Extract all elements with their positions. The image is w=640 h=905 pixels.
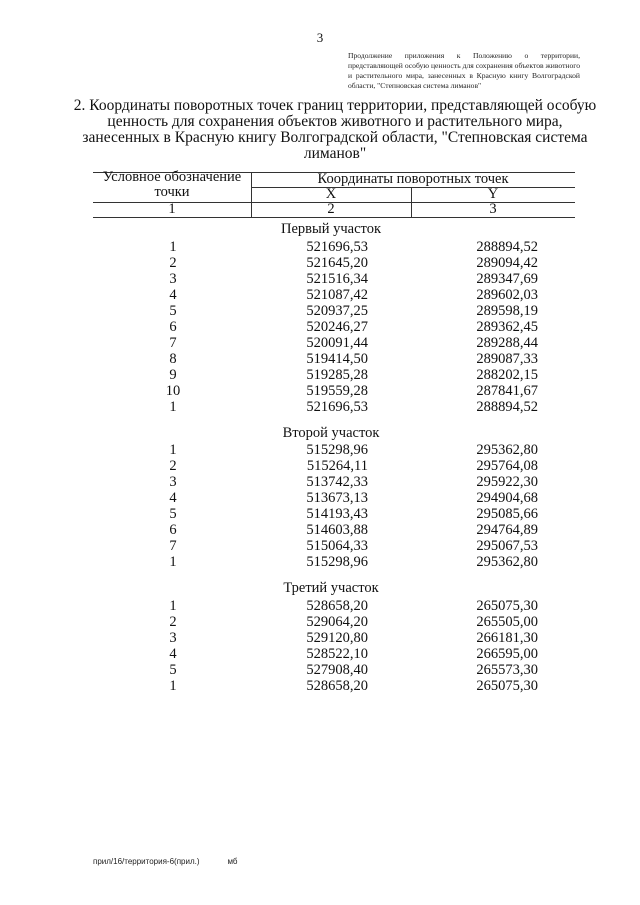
point-number: 10 [165, 382, 181, 399]
point-number: 4 [169, 646, 177, 663]
x-value: 521696,53 [306, 398, 368, 415]
y-value: 266595,00 [476, 646, 538, 663]
table-row [93, 678, 575, 696]
x-value: 515298,96 [306, 554, 368, 571]
footer-mark: мб [227, 857, 238, 866]
point-number: 2 [169, 614, 177, 631]
y-value: 289362,45 [476, 318, 538, 335]
header-note: Продолжение приложения к Положению о территории, представляющей особую ценность для сохранения объектов животного и растительного мира, занесенных в Красную книгу Волгоградской области, "Степновская система лиманов" [348, 51, 580, 90]
point-number: 4 [169, 286, 177, 303]
x-value: 520091,44 [306, 334, 368, 351]
x-value: 515264,11 [306, 458, 368, 475]
y-value: 265505,00 [476, 614, 538, 631]
x-value: 527908,40 [306, 662, 368, 679]
y-value: 265573,30 [476, 662, 538, 679]
y-value: 288894,52 [476, 398, 538, 415]
y-value: 294904,68 [476, 490, 538, 507]
page-number: 3 [316, 30, 324, 45]
y-value: 289288,44 [476, 334, 538, 351]
y-value: 289602,03 [476, 286, 538, 303]
x-value: 528658,20 [306, 678, 368, 695]
table-row [93, 399, 575, 417]
col-number-3: 3 [489, 201, 497, 217]
x-value: 514193,43 [306, 506, 368, 523]
x-value: 519285,28 [306, 366, 368, 383]
point-number: 1 [169, 398, 177, 415]
point-number: 1 [169, 598, 177, 615]
coords-header: Координаты поворотных точек [317, 171, 509, 187]
y-value: 289598,19 [476, 302, 538, 319]
y-value: 287841,67 [476, 382, 538, 399]
x-value: 521087,42 [306, 286, 368, 303]
point-number: 1 [169, 238, 177, 255]
y-value: 295764,08 [476, 458, 538, 475]
y-value: 288894,52 [476, 238, 538, 255]
x-value: 528522,10 [306, 646, 368, 663]
footer [93, 857, 238, 866]
x-value: 513673,13 [306, 490, 368, 507]
point-number: 5 [169, 662, 177, 679]
col-number-1: 1 [168, 201, 176, 217]
point-number: 9 [169, 366, 177, 383]
y-value: 289087,33 [476, 350, 538, 367]
x-value: 521516,34 [306, 270, 368, 287]
y-value: 289094,42 [476, 254, 538, 271]
y-value: 295362,80 [476, 442, 538, 459]
x-value: 520937,25 [306, 302, 368, 319]
point-number: 8 [169, 350, 177, 367]
point-number: 6 [169, 318, 177, 335]
x-value: 521645,20 [306, 254, 368, 271]
x-value: 520246,27 [306, 318, 368, 335]
y-value: 295085,66 [476, 506, 538, 523]
point-number: 4 [169, 490, 177, 507]
point-number: 3 [169, 474, 177, 491]
section-title: Второй участок [282, 424, 380, 441]
point-number: 7 [169, 334, 177, 351]
point-number: 1 [169, 554, 177, 571]
x-value: 519559,28 [306, 382, 368, 399]
footer-code: прил/16/территория-6(прил.) [93, 857, 200, 866]
point-number: 5 [169, 302, 177, 319]
y-value: 288202,15 [476, 366, 538, 383]
point-number: 1 [169, 678, 177, 695]
x-value: 529120,80 [306, 630, 368, 647]
x-value: 528658,20 [306, 598, 368, 615]
x-value: 515064,33 [306, 538, 368, 555]
point-number: 2 [169, 254, 177, 271]
y-value: 295922,30 [476, 474, 538, 491]
x-header: X [325, 186, 337, 202]
x-value: 519414,50 [306, 350, 368, 367]
y-value: 266181,30 [476, 630, 538, 647]
section-title: Третий участок [283, 580, 379, 597]
x-value: 513742,33 [306, 474, 368, 491]
y-value: 295362,80 [476, 554, 538, 571]
y-value: 265075,30 [476, 678, 538, 695]
y-value: 265075,30 [476, 598, 538, 615]
y-value: 295067,53 [476, 538, 538, 555]
y-header: Y [487, 186, 499, 202]
x-value: 515298,96 [306, 442, 368, 459]
point-number: 3 [169, 270, 177, 287]
y-value: 289347,69 [476, 270, 538, 287]
point-number: 6 [169, 522, 177, 539]
point-number: 7 [169, 538, 177, 555]
col-point-header: Условное обозначение точки [102, 169, 242, 200]
point-number: 2 [169, 458, 177, 475]
table-row [93, 554, 575, 572]
point-number: 3 [169, 630, 177, 647]
x-value: 521696,53 [306, 238, 368, 255]
col-number-2: 2 [327, 201, 335, 217]
point-number: 5 [169, 506, 177, 523]
point-number: 1 [169, 442, 177, 459]
y-value: 294764,89 [476, 522, 538, 539]
x-value: 514603,88 [306, 522, 368, 539]
x-value: 529064,20 [306, 614, 368, 631]
document-title: 2. Координаты поворотных точек границ территории, представляющей особую ценность для сохранения объектов животного и растительного мира, занесенных в Красную книгу Волгоградской области, "Степновская система лиманов" [73, 97, 597, 162]
section-title: Первый участок [281, 221, 381, 237]
